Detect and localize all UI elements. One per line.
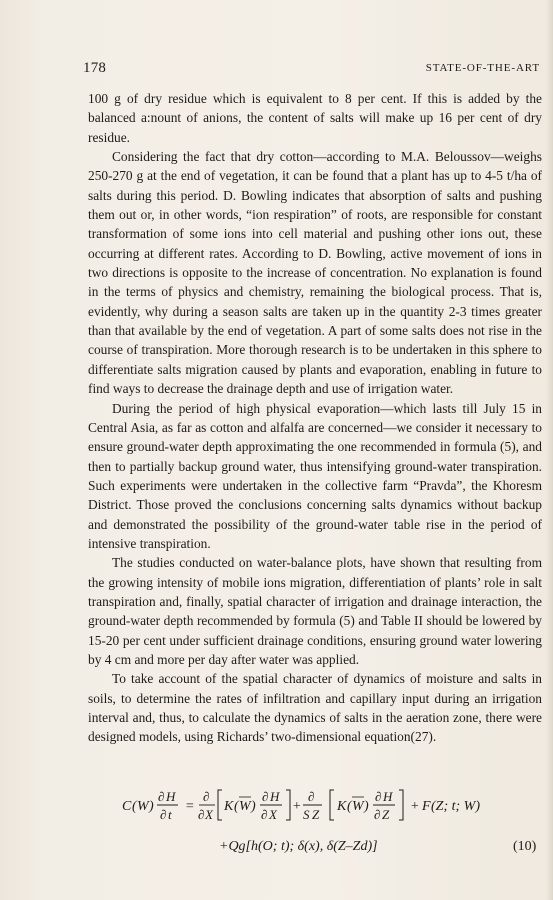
body-text — [88, 89, 542, 747]
eq-paren: ( — [347, 799, 352, 814]
page-edge-shadow — [547, 0, 553, 900]
bracket-close — [286, 790, 290, 820]
eq-partial: ∂ — [262, 789, 269, 804]
eq-paren: ( — [234, 799, 239, 814]
eq-k: K — [224, 799, 234, 814]
eq-paren: ( — [132, 799, 137, 814]
eq-x: X — [269, 807, 277, 822]
eq-h: H — [270, 789, 280, 804]
bracket-close — [399, 790, 403, 820]
equation-number: (10) — [513, 839, 537, 854]
eq-k: K — [337, 799, 347, 814]
eq-w-bar: W — [352, 799, 364, 814]
eq-plus: + — [292, 799, 302, 814]
paragraph: During the period of high physical evaporation—which lasts till July 15 in Central Asia, as far as cotton and alfalfa are concerned—we consider it necessary to ensure ground-water depth approximating the one recommended in formula (5), and then to partially backup ground water, thus intensifying ground-water transpiration. Such experiments were undertaken in the collective farm “Pravda”, the Khoresm District. Those proved the conclusions concerning salts dynamics without backup and demonstrated the possibility of the ground-water table rise in the period of intensive transpiration. — [88, 400, 542, 551]
eq-partial: ∂ — [261, 807, 268, 822]
eq-partial: ∂ — [158, 789, 165, 804]
eq-w-bar: W — [239, 799, 251, 814]
eq-second-line: +Qg[h(O; t); δ(x), δ(Z–Zd)] — [219, 839, 378, 854]
eq-partial: ∂ — [203, 789, 210, 804]
eq-equals: = — [185, 799, 195, 814]
eq-partial: ∂ — [308, 789, 315, 804]
equation-10 — [88, 782, 542, 872]
paragraph: To take account of the spatial character of dynamics of moisture and salts in soils, to determine the rates of infiltration and capillary input during an irrigation interval and, thus, to calculate the dynamics of salts in the aeration zone, there were designed models, using Richards’ two-dimensional equation(27). — [88, 671, 542, 745]
running-head: STATE-OF-THE-ART — [425, 62, 540, 74]
page-number: 178 — [83, 60, 107, 76]
eq-partial: ∂ — [198, 807, 205, 822]
eq-h: H — [383, 789, 393, 804]
bracket-open — [330, 790, 334, 820]
equation-graphic — [88, 782, 542, 872]
eq-partial: ∂ — [375, 789, 382, 804]
eq-x: X — [205, 807, 213, 822]
eq-t: t — [168, 807, 172, 822]
eq-partial: ∂ — [160, 807, 167, 822]
eq-s: S — [303, 807, 310, 822]
eq-paren: ) — [364, 799, 369, 814]
eq-f: F — [422, 799, 431, 814]
eq-partial: ∂ — [374, 807, 381, 822]
eq-coefficient-c: C — [122, 799, 132, 814]
eq-z: Z — [382, 807, 390, 822]
paragraph: Considering the fact that dry cotton—according to M.A. Beloussov—weighs 250-270 g at the end of vegetation, it can be found that a plant has up to 4-5 t/ha of salts during this period. D. Bowling indicates that absorption of salts and pushing them out or, in other words, “ion respiration” of roots, are responsible for constant transformation of some ions into cell material and pushing other ions out, these occurring at different rates. According to D. Bowling, active movement of ions in two directions is opposite to the increase of concentration. No explanation is found in the terms of physics and chemistry, remaining the biological process. That is, evidently, why during a season salts are taken up in the quantity 2-3 times greater than that available by the end of vegetation. A part of some salts does not rise in the course of transpiration. More thorough research is to be undertaken in this sphere to differentiate salts migration caused by plants and evaporation, enabling in future to find ways to decrease the drainage depth and use of irrigation water. — [88, 149, 542, 397]
page-header — [83, 60, 542, 80]
paragraph: 100 g of dry residue which is equivalent to 8 per cent. If this is added by the balanced a:nount of anions, the content of salts will make up 16 per cent of dry residue. — [88, 91, 542, 145]
paragraph: The studies conducted on water-balance plots, have shown that resulting from the growing intensity of mobile ions migration, differentiation of plants’ role in salt transpiration and, finally, spatial character of irrigation and drainage interaction, the ground-water depth recommended by formula (5) and Table II should be lowered by 15-20 per cent under sufficient drainage conditions, ensuring ground water lowering by 4 cm and more per day after water was applied. — [88, 555, 542, 667]
eq-z: Z — [312, 807, 320, 822]
eq-plus: + — [410, 799, 420, 814]
eq-paren: ) — [149, 799, 154, 814]
eq-h: H — [166, 789, 176, 804]
eq-paren: ) — [251, 799, 256, 814]
eq-f-args: (Z; t; W) — [431, 799, 480, 814]
eq-w: W — [137, 799, 149, 814]
bracket-open — [218, 790, 222, 820]
